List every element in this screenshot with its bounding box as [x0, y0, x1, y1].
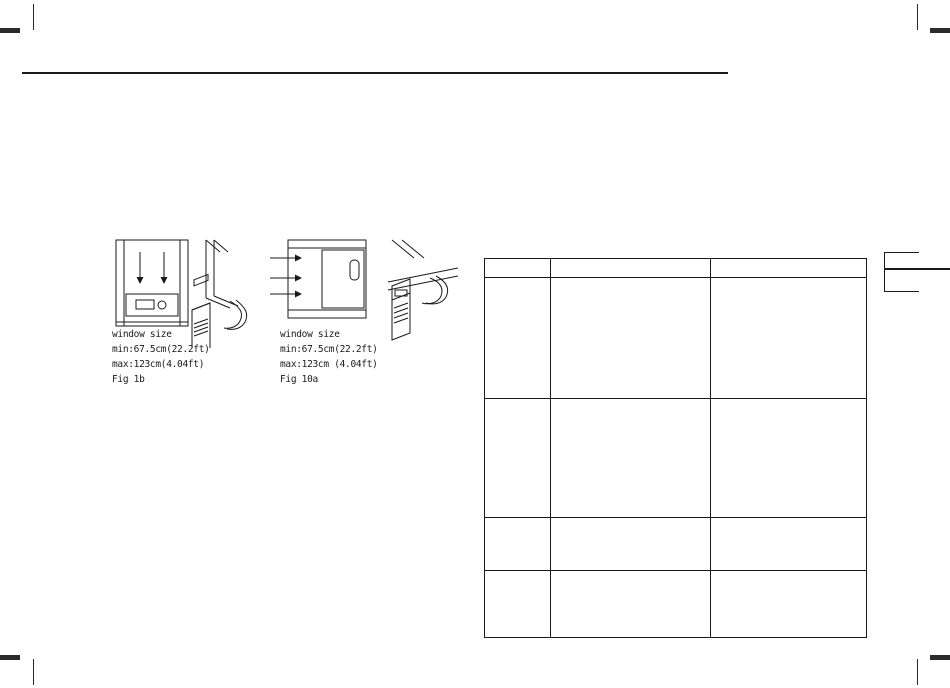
- table-cell: [711, 259, 867, 278]
- figure-1b-caption-line-2: min:67.5cm(22.2ft): [112, 344, 210, 355]
- table-cell: [485, 399, 551, 518]
- edge-bar-bottom-right: [930, 655, 950, 660]
- figure-10a-caption-line-2: min:67.5cm(22.2ft): [280, 344, 378, 355]
- edge-bar-top-right: [930, 28, 950, 33]
- crop-mark-bottom-right: [917, 659, 918, 685]
- edge-bar-bottom-left: [0, 655, 20, 660]
- crop-mark-bottom-left: [33, 659, 34, 685]
- table-cell: [551, 259, 711, 278]
- crop-mark-top-left: [33, 4, 34, 30]
- header-divider-rule: [22, 72, 728, 74]
- figure-10a-caption: [280, 327, 378, 387]
- table-cell: [485, 259, 551, 278]
- table-row: [485, 399, 867, 518]
- table-row: [485, 278, 867, 399]
- figure-1b-caption-line-4: Fig 1b: [112, 374, 145, 385]
- figure-10a-caption-line-1: window size: [280, 329, 340, 340]
- table-cell: [711, 518, 867, 571]
- table-cell: [485, 278, 551, 399]
- table-cell: [485, 518, 551, 571]
- table-cell: [551, 571, 711, 638]
- page-side-tab-rule: [884, 268, 950, 270]
- table-cell: [551, 518, 711, 571]
- table-cell: [711, 571, 867, 638]
- table-row: [485, 571, 867, 638]
- edge-bar-top-left: [0, 28, 20, 33]
- crop-mark-top-right: [917, 4, 918, 30]
- table-cell: [551, 278, 711, 399]
- figure-10a-caption-line-4: Fig 10a: [280, 374, 318, 385]
- specification-table: [484, 258, 867, 638]
- figure-10a-caption-line-3: max:123cm (4.04ft): [280, 359, 378, 370]
- table-cell: [711, 278, 867, 399]
- table-row: [485, 518, 867, 571]
- page-side-tab: [884, 252, 919, 292]
- table-cell: [551, 399, 711, 518]
- table-cell: [485, 571, 551, 638]
- figure-1b-caption-line-1: window size: [112, 329, 172, 340]
- figure-1b-caption: [112, 327, 210, 387]
- table-row: [485, 259, 867, 278]
- table-cell: [711, 399, 867, 518]
- figure-1b-caption-line-3: max:123cm(4.04ft): [112, 359, 205, 370]
